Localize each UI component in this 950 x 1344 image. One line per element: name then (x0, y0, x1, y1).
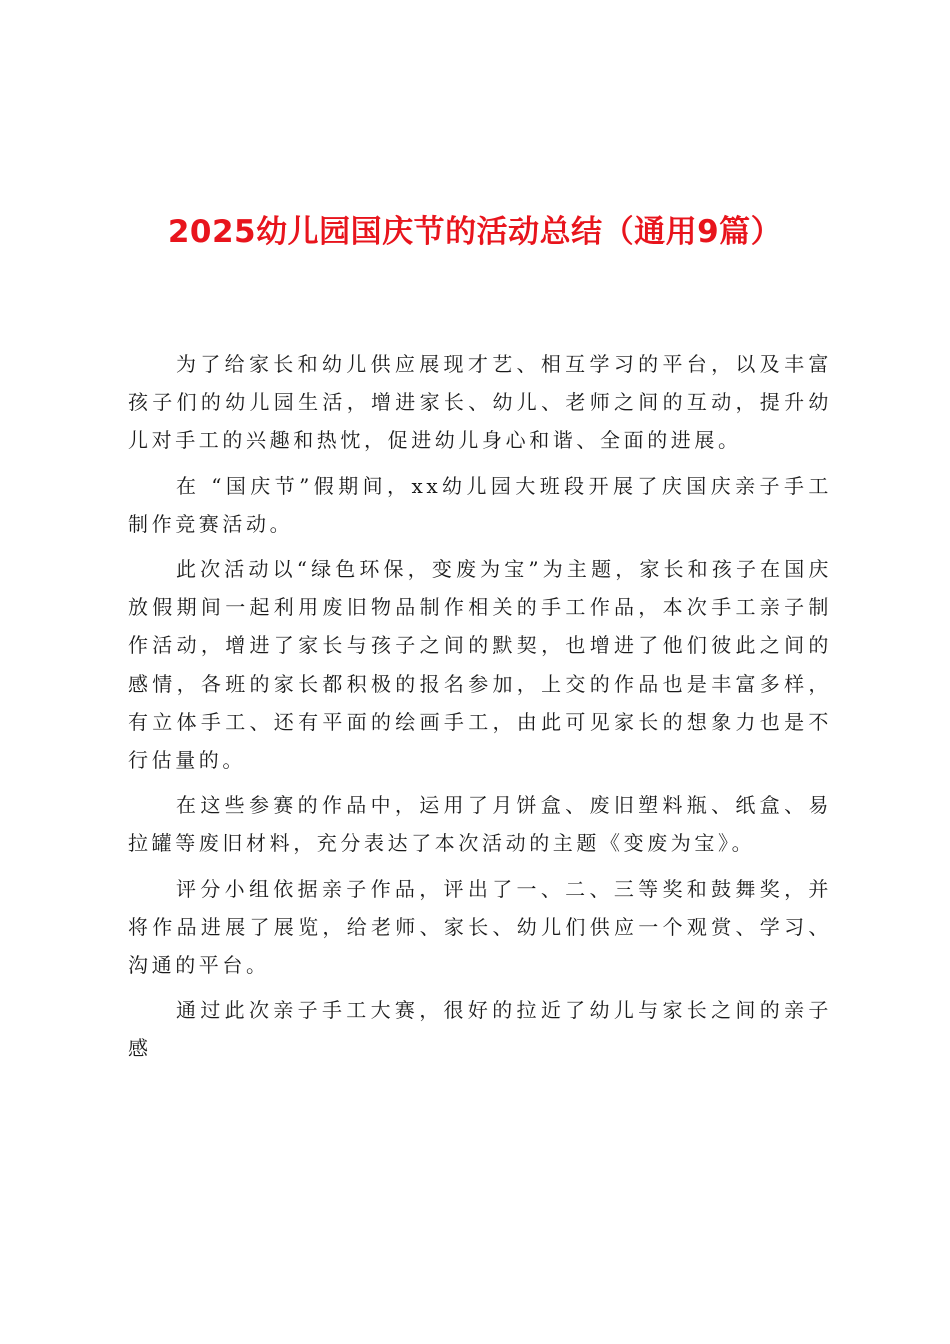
paragraph-1: 为了给家长和幼儿供应展现才艺、相互学习的平台，以及丰富孩子们的幼儿园生活，增进家长、幼儿、老师之间的互动，提升幼儿对手工的兴趣和热忱，促进幼儿身心和谐、全面的进展。 (128, 352, 832, 453)
document-body (128, 345, 832, 1075)
paragraph-4: 在这些参赛的作品中，运用了月饼盒、废旧塑料瓶、纸盒、易拉罐等废旧材料，充分表达了本次活动的主题《变废为宝》。 (128, 793, 832, 856)
document-title: 2025幼儿园国庆节的活动总结（通用9篇） (167, 214, 783, 250)
paragraph-2: 在 “国庆节”假期间，xx幼儿园大班段开展了庆国庆亲子手工制作竞赛活动。 (128, 473, 832, 536)
paragraph-5: 评分小组依据亲子作品，评出了一、二、三等奖和鼓舞奖，并将作品进展了展览，给老师、家长、幼儿们供应一个观赏、学习、沟通的平台。 (128, 876, 832, 978)
paragraph-3: 此次活动以“绿色环保，变废为宝”为主题，家长和孩子在国庆放假期间一起利用废旧物品制作相关的手工作品，本次手工亲子制作活动，增进了家长与孩子之间的默契，也增进了他们彼此之间的感情，各班的家长都积极的报名参加，上交的作品也是丰富多样，有立体手工、还有平面的绘画手工，由此可见家长的想象力也是不行估量的。 (128, 557, 832, 773)
paragraph-6: 通过此次亲子手工大赛，很好的拉近了幼儿与家长之间的亲子感 (128, 998, 832, 1061)
